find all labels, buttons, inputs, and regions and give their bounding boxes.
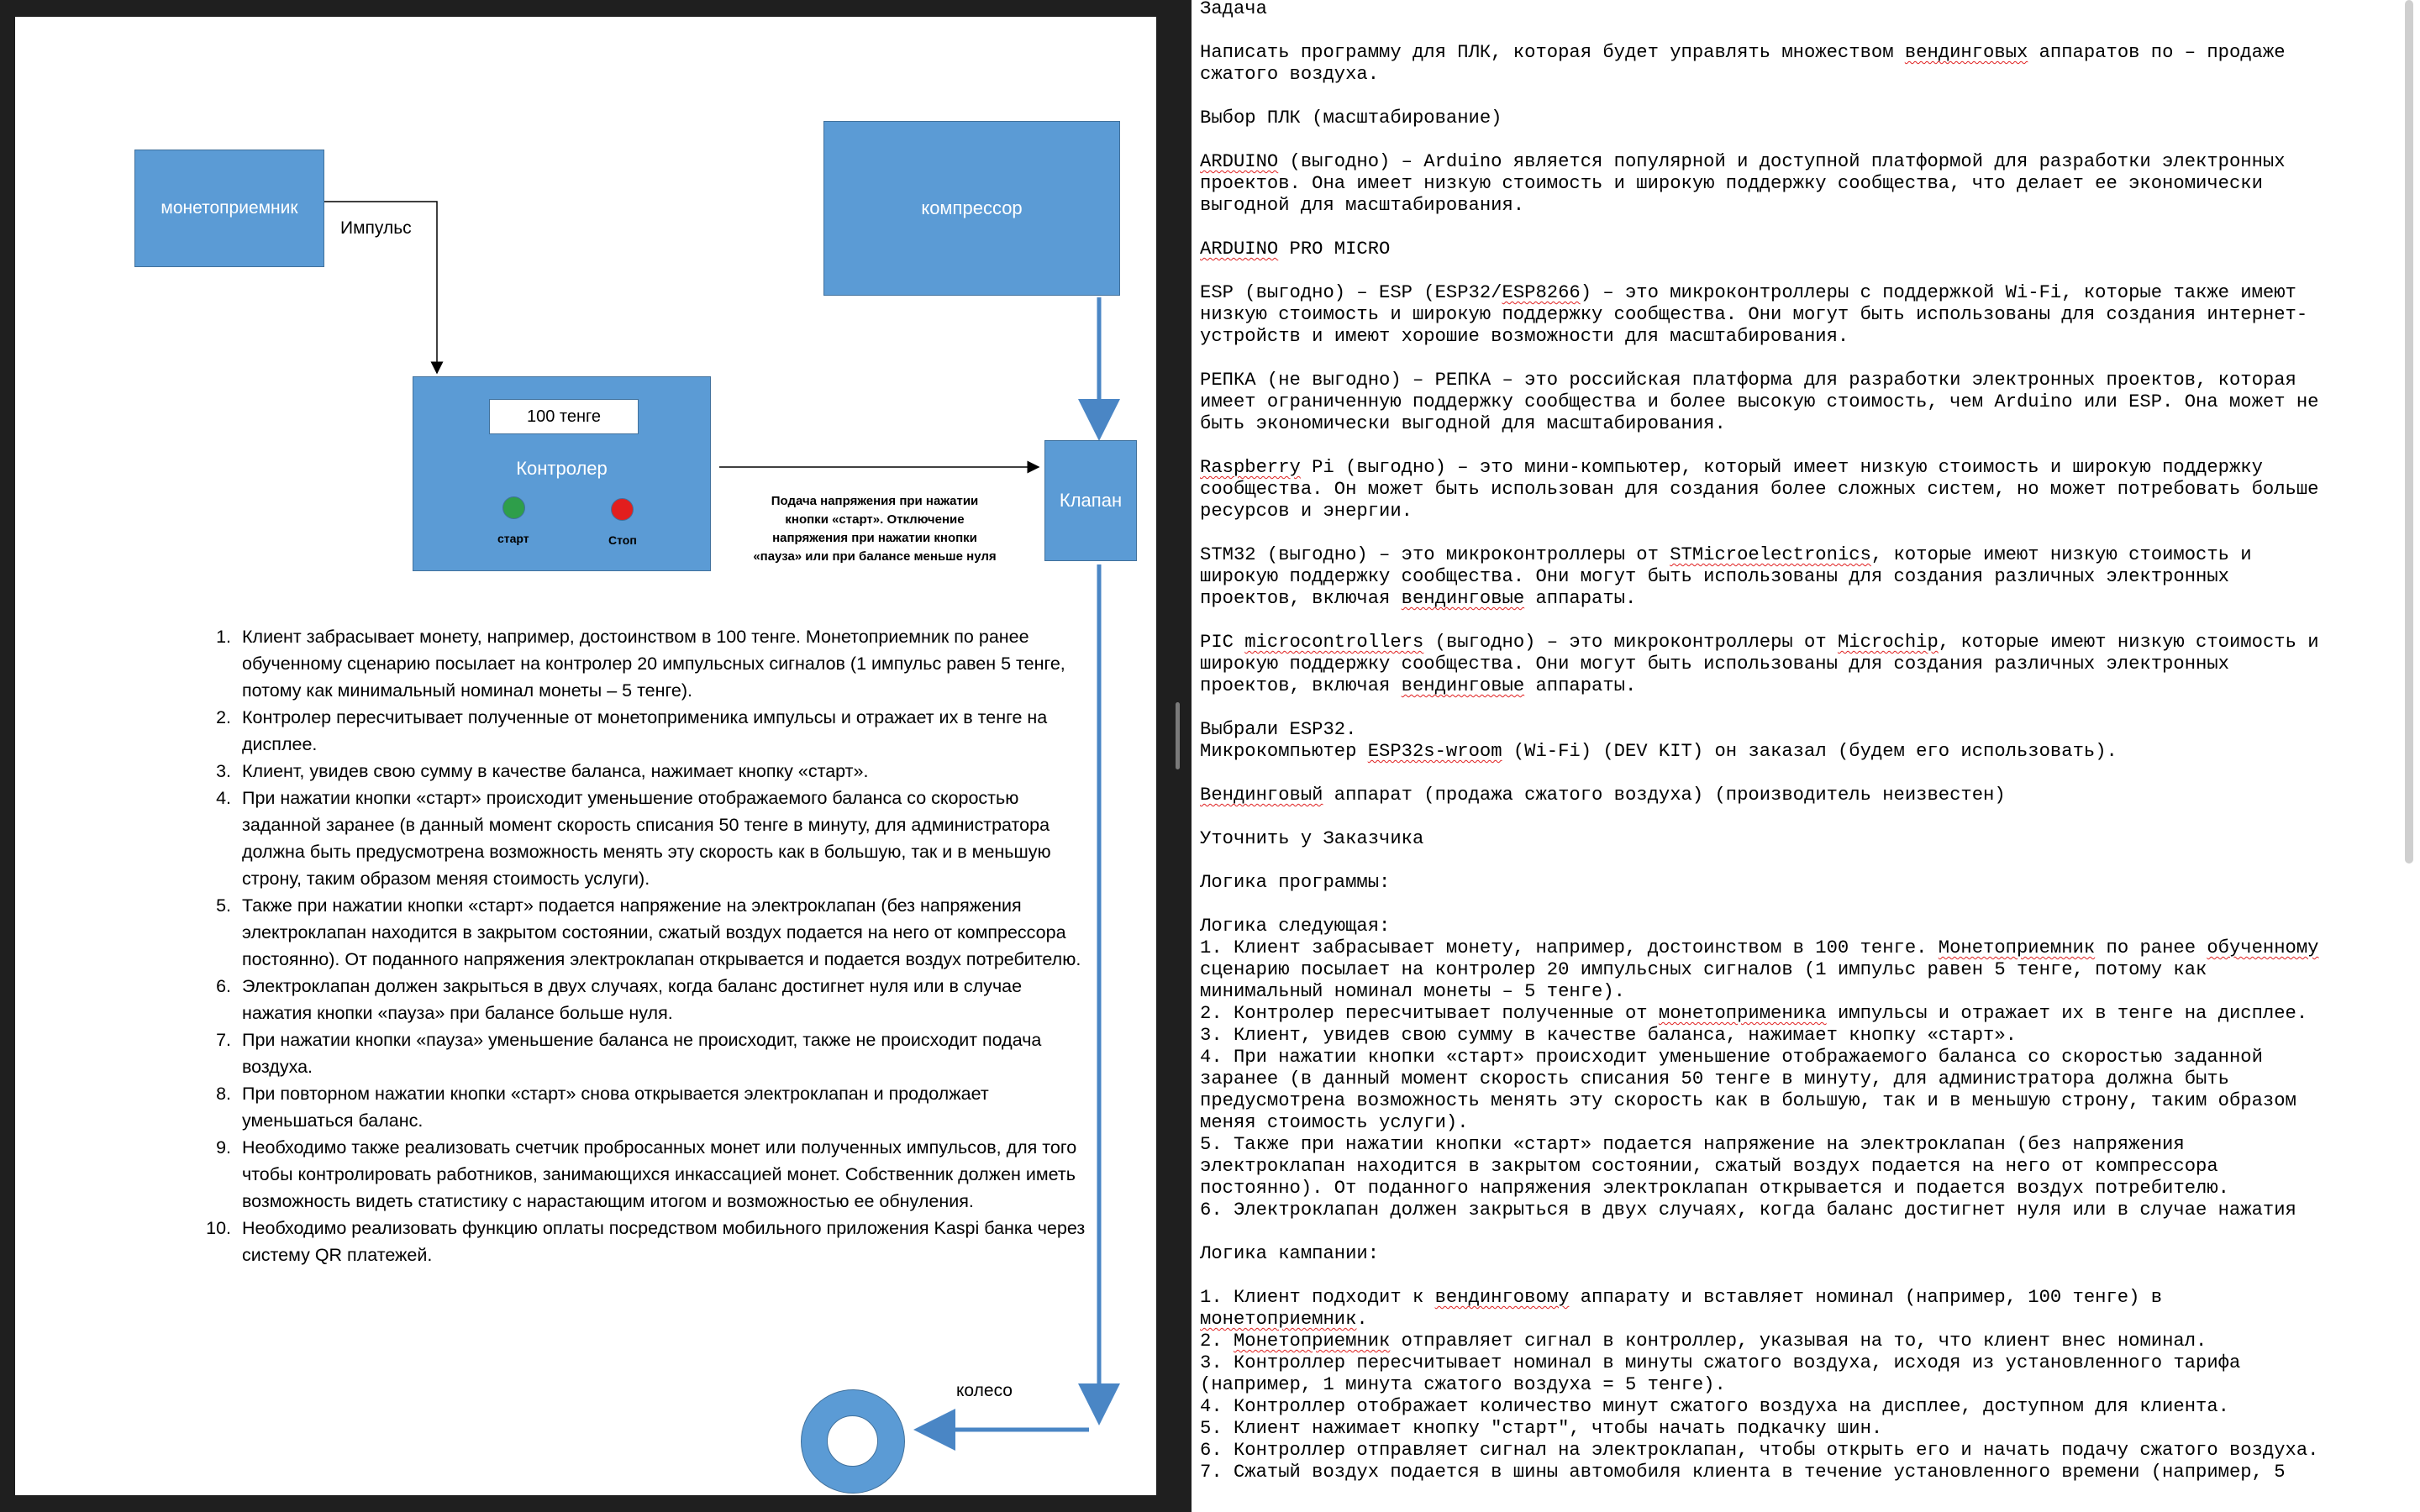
stop-button-icon [611,498,634,521]
editor-line: PIC microcontrollers (выгодно) – это микроконтроллеры от Microchip, которые имеют низкую стоимость и [1200,632,2319,653]
editor-line [1200,763,2393,785]
editor-line: Выбор ПЛК (масштабирование) [1200,108,1502,129]
editor-line: Raspberry Pi (выгодно) – это мини-компьютер, который имеет низкую стоимость и широкую поддержку [1200,457,2263,478]
wheel-hub [827,1415,878,1467]
editor-line [1200,894,2393,916]
list-item: 4. При нажатии кнопки «старт» происходит уменьшение отображаемого баланса со скоростью заданной заранее (в данный момент скорость списания 50 тенге в минуту, для администратора должна быть предусмотрена возможность менять эту скорость как в большую, так и в меньшую строну, таким образом меняя стоимость услуги). [216,788,1051,889]
start-button-icon [502,496,525,519]
editor-line: 5. Также при нажатии кнопки «старт» подается напряжение на электроклапан (без напряжения [1200,1134,2185,1155]
stop-label: Стоп [608,533,637,547]
editor-line: ESP (выгодно) – ESP (ESP32/ESP8266) – это микроконтроллеры с поддержкой Wi-Fi, которые также имеют [1200,282,2296,303]
editor-line: выгодной для масштабирования. [1200,195,1525,216]
editor-line [1200,697,2393,719]
editor-line: ARDUINO PRO MICRO [1200,239,1391,260]
editor-line: 6. Электроклапан должен закрыться в двух случаях, когда баланс достигнет нуля или в случае нажатия [1200,1200,2296,1221]
editor-line [1200,850,2393,872]
editor-line: 6. Контроллер отправляет сигнал на электроклапан, чтобы открыть его и начать подачу сжатого воздуха. [1200,1440,2319,1461]
editor-line: РЕПКА (не выгодно) – РЕПКА – это российская платформа для разработки электронных проектов, которая [1200,370,2296,391]
editor-line: сжатого воздуха. [1200,64,1380,85]
editor-line: постоянно). От поданного напряжения электроклапан открывается и подается воздух потребителю. [1200,1178,2229,1199]
editor-line: 4. Контроллер отображает количество минут сжатого воздуха на дисплее, доступном для клиента. [1200,1396,2229,1417]
coin-acceptor-block: монетоприемник [134,150,324,267]
editor-line: низкую стоимость и широкую поддержку сообщества. Они могут быть использованы для создания интернет- [1200,304,2308,325]
editor-line: 2. Контролер пересчитывает полученные от монетоприменика импульсы и отражает их в тенге на дисплее. [1200,1003,2308,1024]
list-item: 3. Клиент, увидев свою сумму в качестве баланса, нажимает кнопку «старт». [216,761,869,781]
balance-display: 100 тенге [489,399,639,434]
editor-line: 1. Клиент забрасывает монету, например, достоинством в 100 тенге. Монетоприемник по ранее обученному [1200,937,2319,958]
editor-line [1200,1265,2393,1287]
editor-line: проектов. Она имеет низкую стоимость и широкую поддержку сообщества, что делает ее экономически [1200,173,2263,194]
valve-note: Подача напряжения при нажатии кнопки «старт». Отключение напряжения при нажатии кнопки «пауза» или при балансе меньше нуля [753,494,997,564]
editor-line: Логика кампании: [1200,1243,1380,1264]
compressor-block: компрессор [823,121,1120,296]
editor-line [1200,260,2393,282]
editor-line: Логика программы: [1200,872,1391,893]
editor-line [1200,1221,2393,1243]
requirements-list [196,623,1095,1268]
editor-line: (например, 1 минута сжатого воздуха = 5 тенге). [1200,1374,1726,1395]
editor-line: сообщества. Он может быть использован для создания более сложных систем, но может потребовать больше [1200,479,2319,500]
editor-line: имеет ограниченную поддержку сообщества и более высокую стоимость, чем Arduino или ESP. Она может не [1200,391,2319,412]
valve-block: Клапан [1044,440,1137,561]
wheel-label: колесо [956,1381,1013,1400]
text-editor[interactable] [1192,0,2420,1512]
editor-scrollbar[interactable] [2405,0,2413,864]
editor-line: ARDUINO (выгодно) – Arduino является популярной и доступной платформой для разработки электронных [1200,151,2286,172]
editor-line [1200,348,2393,370]
list-item: 7. При нажатии кнопки «пауза» уменьшение баланса не происходит, также не происходит подача воздуха. [216,1030,1042,1077]
editor-line: монетоприемник. [1200,1309,1368,1330]
editor-line: Вендинговый аппарат (продажа сжатого воздуха) (производитель неизвестен) [1200,785,2006,806]
editor-line: быть экономически выгодной для масштабирования. [1200,413,1726,434]
editor-line: Уточнить у Заказчика [1200,828,1424,849]
list-item: 9. Необходимо также реализовать счетчик пробросанных монет или полученных импульсов, для того чтобы контролировать работников, занимающихся инкассацией монет. Собственник должен иметь возможность видеть статистику с нарастающим итогом и возможностью ее обнуления. [216,1137,1077,1211]
list-item: 5. Также при нажатии кнопки «старт» подается напряжение на электроклапан (без напряжения электроклапан находится в закрытом состоянии, сжатый воздух подается на него от компрессора постоянно). От поданного напряжения электроклапан открывается и подается воздух потребителю. [216,895,1081,969]
editor-line: Выбрали ESP32. [1200,719,1357,740]
editor-line: Задача [1200,0,1267,19]
editor-line: 4. При нажатии кнопки «старт» происходит уменьшение отображаемого баланса со скоростью заданной [1200,1047,2263,1068]
list-item: 2. Контролер пересчитывает полученные от монетоприменика импульсы и отражает их в тенге на дисплее. [216,707,1048,754]
list-item: 1. Клиент забрасывает монету, например, достоинством в 100 тенге. Монетоприемник по ранее обученному сценарию посылает на контролер 20 импульсных сигналов (1 импульс равен 5 тенге, потому как минимальный номинал монеты – 5 тенге). [216,627,1065,701]
editor-line: широкую поддержку сообщества. Они могут быть использованы для создания различных электронных [1200,566,2229,587]
start-label: старт [497,532,529,545]
editor-line: 5. Клиент нажимает кнопку "старт", чтобы начать подкачку шин. [1200,1418,1883,1439]
editor-line [1200,129,2393,151]
editor-line [1200,86,2393,108]
editor-line: 2. Монетоприемник отправляет сигнал в контроллер, указывая на то, что клиент внес номинал. [1200,1331,2207,1352]
editor-line: 3. Клиент, увидев свою сумму в качестве баланса, нажимает кнопку «старт». [1200,1025,2017,1046]
editor-line: электроклапан находится в закрытом состоянии, сжатый воздух подается на него от компрессора [1200,1156,2218,1177]
list-item: 10. Необходимо реализовать функцию оплаты посредством мобильного приложения Kaspi банка через систему QR платежей. [206,1218,1086,1265]
editor-line: ресурсов и энергии. [1200,501,1413,522]
editor-line: Микрокомпьютер ESP32s-wroom (Wi-Fi) (DEV KIT) он заказал (будем его использовать). [1200,741,2118,762]
controller-title: Контролер [516,458,608,479]
editor-line [1200,217,2393,239]
editor-line: Написать программу для ПЛК, которая будет управлять множеством вендинговых аппаратов по – продаже [1200,42,2286,63]
editor-line: заранее (в данный момент скорость списания 50 тенге в минуту, для администратора должна быть [1200,1068,2229,1089]
editor-line: предусмотрена возможность менять эту скорость как в большую, так и в меньшую строну, таким образом [1200,1090,2296,1111]
split-view-divider[interactable] [1176,702,1180,769]
impulse-label: Импульс [340,218,412,238]
editor-line: устройств и имеют хорошие возможности для масштабирования. [1200,326,1849,347]
editor-line: 3. Контроллер пересчитывает номинал в минуты сжатого воздуха, исходя из установленного тарифа [1200,1352,2241,1373]
document-page [15,17,1156,1495]
wheel-icon [801,1389,905,1494]
editor-line [1200,435,2393,457]
editor-line [1200,610,2393,632]
editor-line [1200,20,2393,42]
editor-text-area[interactable] [1200,0,2393,1483]
editor-line: проектов, включая вендинговые аппараты. [1200,588,1637,609]
editor-line [1200,522,2393,544]
editor-line: Логика следующая: [1200,916,1391,937]
editor-line: 7. Сжатый воздух подается в шины автомобиля клиента в течение установленного времени (например, 5 [1200,1462,2286,1483]
controller-block [413,376,711,571]
editor-line: широкую поддержку сообщества. Они могут быть использованы для создания различных электронных [1200,654,2229,675]
list-item: 8. При повторном нажатии кнопки «старт» снова открывается электроклапан и продолжает уменьшаться баланс. [216,1084,989,1131]
editor-line [1200,806,2393,828]
editor-line: проектов, включая вендинговые аппараты. [1200,675,1637,696]
editor-line: 1. Клиент подходит к вендинговому аппарату и вставляет номинал (например, 100 тенге) в [1200,1287,2163,1308]
editor-line: STM32 (выгодно) – это микроконтроллеры от STMicroelectronics, которые имеют низкую стоимость и [1200,544,2252,565]
editor-line: меняя стоимость услуги). [1200,1112,1469,1133]
list-item: 6. Электроклапан должен закрыться в двух случаях, когда баланс достигнет нуля или в случае нажатия кнопки «пауза» при балансе больше нуля. [216,976,1023,1023]
editor-line: минимальный номинал монеты – 5 тенге). [1200,981,1625,1002]
editor-line: сценарию посылает на контролер 20 импульсных сигналов (1 импульс равен 5 тенге, потому как [1200,959,2207,980]
